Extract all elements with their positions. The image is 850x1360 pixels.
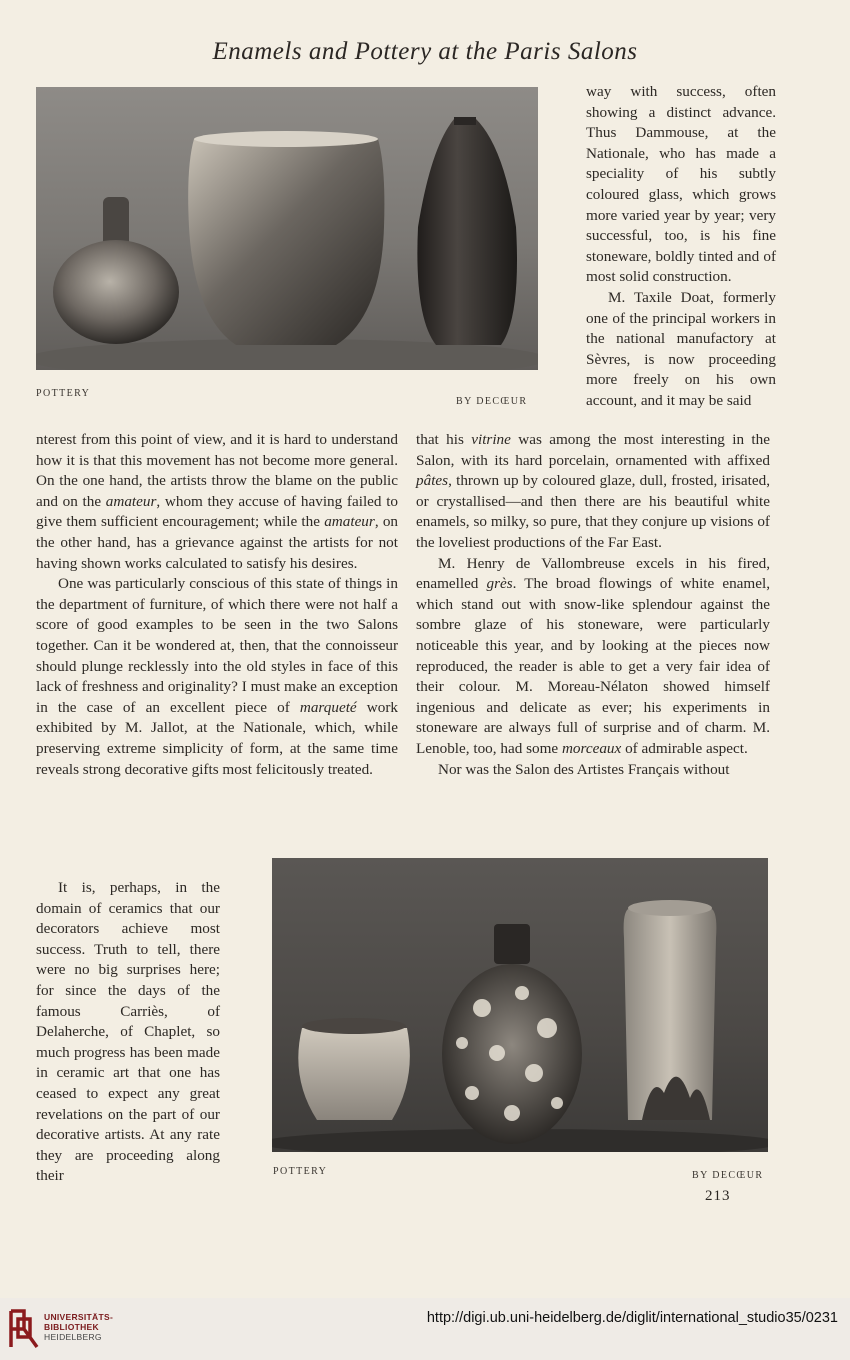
page-number: 213	[705, 1188, 731, 1204]
paragraph: One was particularly conscious of this state of things in the department of furniture, of which there were not half a score of good examples to be seen in the two Salons together. Can it be wondered at, then, that the connoisseur should plunge recklessly into the old styles in face of this lack of freshness and originality? I must make an exception in the case of an excellent piece of marqueté work exhibited by M. Jallot, at the Nationale, which, while preserving extreme simplicity of form, at the same time reveals strong decorative gifts most felicitously treated.	[36, 575, 398, 778]
text-column-left-narrow	[36, 878, 220, 1187]
paragraph: way with success, often showing a distinct advance. Thus Dammouse, at the Nationale, who has made a speciality of his subtly coloured glass, which grows more varied year by year; very successful, too, is his fine stoneware, boldly tinted and of most solid construction.	[586, 83, 776, 286]
library-name-line: HEIDELBERG	[44, 1332, 102, 1342]
footer-bar	[0, 1298, 850, 1360]
figure-1-caption-left: POTTERY	[36, 388, 91, 399]
library-name-line: BIBLIOTHEK	[44, 1322, 99, 1332]
university-library-logo-icon	[8, 1307, 40, 1355]
library-name	[44, 1312, 113, 1342]
figure-2-caption-left: POTTERY	[273, 1166, 328, 1177]
pottery-photo-1	[36, 87, 538, 370]
paragraph: that his vitrine was among the most interesting in the Salon, with its hard porcelain, ornamented with affixed pâtes, thrown up by coloured glaze, dull, frosted, irisated, or crystallised—and then there are his beautiful white enamels, so milky, so pure, that they conjure up visions of the loveliest productions of the Far East.	[416, 431, 770, 551]
paragraph: Nor was the Salon des Artistes Français without	[438, 760, 730, 778]
figure-1-caption-right: BY DECŒUR	[456, 396, 528, 407]
paragraph: nterest from this point of view, and it is hard to understand how it is that this movement has not become more general. On the one hand, the artists throw the blame on the public and on the amateur, whom they accuse of having failed to give them sufficient encouragement; while the amateur, on the other hand, has a grievance against the artists for not having shown works calculated to satisfy his desires.	[36, 431, 399, 572]
paragraph: M. Taxile Doat, formerly one of the principal workers in the national manufactory at Sèvres, is now proceeding more freely on his own account, and it may be said	[586, 288, 776, 409]
running-header: Enamels and Pottery at the Paris Salons	[212, 38, 638, 65]
text-column-left	[36, 430, 398, 780]
paragraph: It is, perhaps, in the domain of ceramics that our decorators achieve most success. Truth to tell, there were no big surprises here; for since the days of the famous Carriès, of Delaherche, of Chaplet, so much progress has been made in ceramic art that one has ceased to expect any great revelations on the part of our decorative artists. At any rate they are proceeding along their	[36, 879, 220, 1185]
text-column-right	[416, 430, 770, 780]
source-url-link[interactable]: http://digi.ub.uni-heidelberg.de/diglit/international_studio35/0231	[426, 1310, 838, 1326]
pottery-photo-2	[272, 858, 768, 1152]
library-name-line: UNIVERSITÄTS-	[44, 1312, 114, 1322]
figure-2-caption-right: BY DECŒUR	[692, 1170, 764, 1181]
text-column-right-top	[586, 82, 776, 412]
paragraph: M. Henry de Vallombreuse excels in his fired, enamelled grès. The broad flowings of white enamel, which stand out with snow-like splendour against the sombre glaze of his stoneware, were particularly noticeable this year, and by looking at the pieces now reproduced, the reader is able to get a very fair idea of their colour. M. Moreau-Nélaton showed himself ingenious and delicate as ever; his experiments in stoneware are always full of surprise and of charm. M. Lenoble, too, had some morceaux of admirable aspect.	[416, 554, 770, 757]
